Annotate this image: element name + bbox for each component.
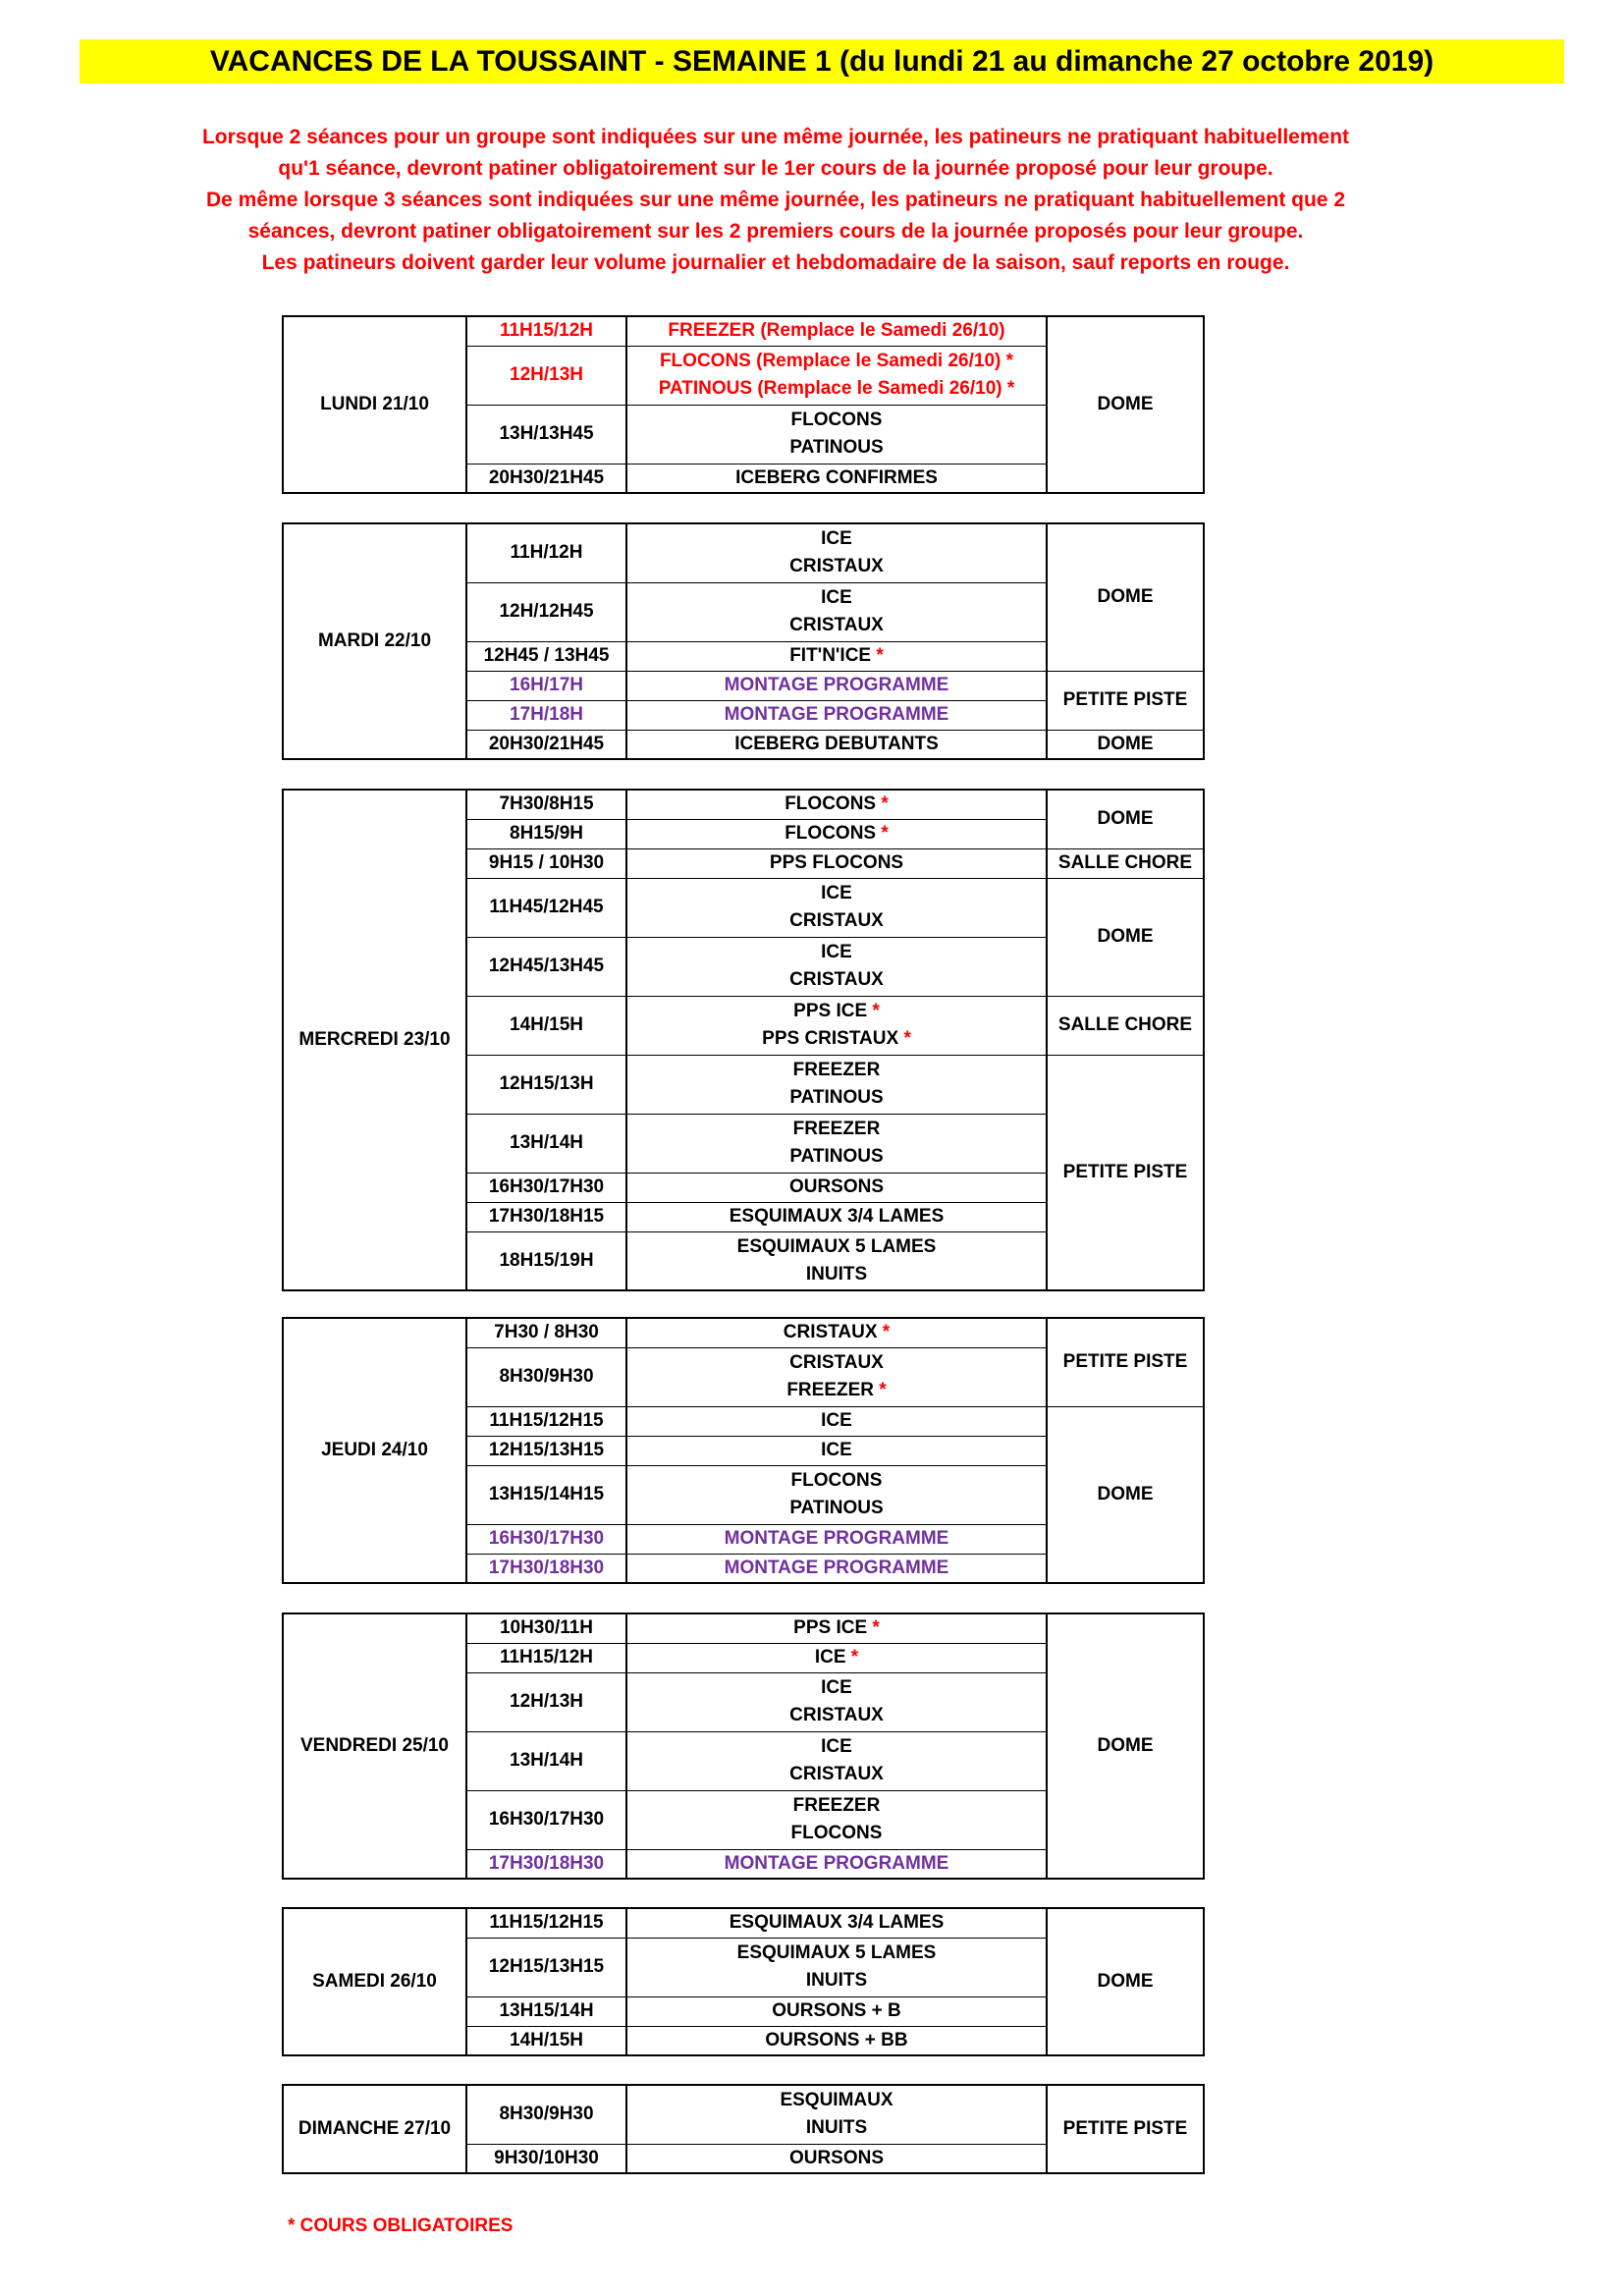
- mandatory-star: *: [882, 1322, 891, 1343]
- group-cell: [626, 2144, 1047, 2173]
- group-name: PPS FLOCONS: [769, 852, 904, 873]
- time-slot: 17H30/18H30: [466, 1554, 626, 1583]
- group-cell: [626, 2085, 1047, 2144]
- location-cell: PETITE PISTE: [1047, 1318, 1204, 1406]
- group-line: [627, 1525, 1046, 1553]
- group-name: FLOCONS: [785, 823, 877, 844]
- group-cell: [626, 1554, 1047, 1583]
- day-block: [282, 789, 1205, 1291]
- time-slot: 14H/15H: [466, 2026, 626, 2055]
- group-name: ICE: [821, 1410, 852, 1431]
- group-name: FLOCONS: [790, 1823, 883, 1843]
- intro-line: séances, devront patiner obligatoirement sur les 2 premiers cours de la journée proposés pour leur groupe.: [247, 220, 1304, 243]
- mandatory-star: *: [872, 1001, 880, 1021]
- group-name: CRISTAUX: [789, 556, 884, 577]
- intro-line: qu'1 séance, devront patiner obligatoirement sur le 1er cours de la journée proposé pour leur groupe.: [278, 157, 1273, 180]
- group-line: [627, 1084, 1046, 1112]
- group-name: ICE: [821, 1736, 852, 1757]
- mandatory-star: *: [876, 645, 884, 666]
- group-line: [627, 525, 1046, 553]
- time-slot: 12H45 / 13H45: [466, 641, 626, 671]
- time-slot: 9H30/10H30: [466, 2144, 626, 2173]
- time-slot: 11H15/12H: [466, 316, 626, 346]
- day-label: JEUDI 24/10: [283, 1318, 466, 1583]
- mandatory-star: *: [879, 1380, 887, 1400]
- group-cell: [626, 1231, 1047, 1290]
- time-slot: 17H30/18H15: [466, 1202, 626, 1231]
- time-slot: 16H/17H: [466, 671, 626, 700]
- group-cell: [626, 1406, 1047, 1436]
- group-cell: [626, 1849, 1047, 1879]
- group-name: PPS ICE: [793, 1001, 868, 1021]
- group-name: FREEZER (Remplace le Samedi 26/10): [668, 320, 1005, 342]
- group-line: [627, 1909, 1046, 1937]
- group-cell: [626, 464, 1047, 493]
- location-cell: DOME: [1047, 1406, 1204, 1583]
- group-name: PATINOUS (Remplace le Samedi 26/10): [658, 378, 1002, 399]
- group-cell: [626, 1938, 1047, 1996]
- group-name: ESQUIMAUX 5 LAMES: [736, 1235, 937, 1257]
- group-line: [627, 849, 1046, 877]
- group-cell: [626, 1731, 1047, 1790]
- mandatory-star: *: [1006, 378, 1015, 399]
- group-name: ESQUIMAUX 3/4 LAMES: [729, 1206, 945, 1227]
- time-slot: 20H30/21H45: [466, 730, 626, 759]
- time-slot: 12H/13H: [466, 1672, 626, 1731]
- schedule-row: [283, 523, 1204, 582]
- group-line: [627, 939, 1046, 966]
- group-cell: [626, 582, 1047, 641]
- group-name: INUITS: [805, 1263, 868, 1285]
- group-line: [627, 584, 1046, 612]
- group-cell: [626, 878, 1047, 937]
- time-slot: 16H30/17H30: [466, 1524, 626, 1554]
- group-cell: [626, 1524, 1047, 1554]
- group-name: MONTAGE PROGRAMME: [724, 1528, 949, 1549]
- group-name: CRISTAUX: [789, 910, 884, 931]
- group-line: [627, 317, 1046, 345]
- schedule-row: [283, 790, 1204, 819]
- location-cell: DOME: [1047, 790, 1204, 848]
- group-cell: [626, 937, 1047, 996]
- group-name: ICE: [821, 528, 852, 550]
- group-line: [627, 1467, 1046, 1495]
- group-cell: [626, 1908, 1047, 1938]
- group-line: [627, 2145, 1046, 2172]
- group-name: ICE: [821, 942, 852, 962]
- group-cell: [626, 1643, 1047, 1672]
- location-cell: SALLE CHORE: [1047, 996, 1204, 1055]
- group-cell: [626, 848, 1047, 878]
- time-slot: 12H15/13H15: [466, 1436, 626, 1465]
- time-slot: 7H30 / 8H30: [466, 1318, 626, 1347]
- time-slot: 13H/14H: [466, 1114, 626, 1173]
- group-name: ESQUIMAUX: [780, 2090, 893, 2111]
- location-cell: SALLE CHORE: [1047, 848, 1204, 878]
- schedule-row: [283, 1318, 1204, 1347]
- group-line: [627, 1349, 1046, 1377]
- day-label: VENDREDI 25/10: [283, 1613, 466, 1879]
- day-block: [282, 1907, 1205, 2056]
- intro-line: Les patineurs doivent garder leur volume journalier et hebdomadaire de la saison, sauf reports en rouge.: [261, 251, 1290, 274]
- group-cell: [626, 405, 1047, 464]
- time-slot: 11H/12H: [466, 523, 626, 582]
- group-line: [627, 1940, 1046, 1967]
- time-slot: 7H30/8H15: [466, 790, 626, 819]
- group-cell: [626, 1436, 1047, 1465]
- group-cell: [626, 1114, 1047, 1173]
- schedule-row: [283, 1613, 1204, 1643]
- group-line: [627, 348, 1046, 375]
- time-slot: 12H15/13H15: [466, 1938, 626, 1996]
- group-line: [627, 1733, 1046, 1761]
- time-slot: 11H45/12H45: [466, 878, 626, 937]
- group-name: MONTAGE PROGRAMME: [724, 675, 949, 695]
- group-cell: [626, 1318, 1047, 1347]
- group-line: [627, 434, 1046, 462]
- location-cell: PETITE PISTE: [1047, 671, 1204, 730]
- group-name: ICE: [821, 587, 852, 608]
- group-line: [627, 2114, 1046, 2142]
- group-line: [627, 1997, 1046, 2025]
- group-name: CRISTAUX: [789, 1764, 884, 1784]
- group-line: [627, 465, 1046, 492]
- page-title: VACANCES DE LA TOUSSAINT - SEMAINE 1 (du lundi 21 au dimanche 27 octobre 2019): [80, 39, 1564, 83]
- group-name: ESQUIMAUX 3/4 LAMES: [729, 1912, 945, 1934]
- group-line: [627, 407, 1046, 434]
- intro-line: De même lorsque 3 séances sont indiquées sur une même journée, les patineurs ne pratiquant habituellement que 2: [206, 189, 1345, 211]
- day-label: MARDI 22/10: [283, 523, 466, 759]
- group-cell: [626, 523, 1047, 582]
- day-block: [282, 1317, 1205, 1584]
- group-cell: [626, 641, 1047, 671]
- day-block: [282, 522, 1205, 760]
- time-slot: 16H30/17H30: [466, 1173, 626, 1202]
- group-name: FREEZER: [792, 1119, 881, 1139]
- group-name: FLOCONS: [790, 410, 883, 430]
- footnote: * COURS OBLIGATOIRES: [288, 2215, 514, 2236]
- group-line: [627, 1614, 1046, 1642]
- group-cell: [626, 1465, 1047, 1524]
- group-line: [627, 375, 1046, 403]
- group-name: CRISTAUX: [789, 1705, 884, 1725]
- group-name: MONTAGE PROGRAMME: [724, 704, 949, 725]
- group-name: OURSONS: [788, 2147, 885, 2168]
- time-slot: 10H30/11H: [466, 1613, 626, 1643]
- day-label: LUNDI 21/10: [283, 316, 466, 493]
- group-line: [627, 1057, 1046, 1084]
- group-name: ICE: [814, 1647, 846, 1667]
- time-slot: 11H15/12H15: [466, 1908, 626, 1938]
- group-name: CRISTAUX: [789, 969, 884, 990]
- group-name: FREEZER: [786, 1380, 874, 1400]
- group-name: OURSONS + B: [772, 2000, 901, 2021]
- group-name: CRISTAUX: [789, 615, 884, 635]
- group-line: [627, 731, 1046, 758]
- group-name: MONTAGE PROGRAMME: [724, 1557, 949, 1578]
- group-line: [627, 1850, 1046, 1878]
- group-cell: [626, 996, 1047, 1055]
- location-cell: PETITE PISTE: [1047, 1055, 1204, 1290]
- group-line: [627, 998, 1046, 1025]
- day-block: [282, 315, 1205, 494]
- time-slot: 17H/18H: [466, 700, 626, 730]
- time-slot: 12H/13H: [466, 346, 626, 405]
- group-name: ICEBERG DEBUTANTS: [734, 733, 939, 754]
- group-line: [627, 672, 1046, 699]
- group-name: PATINOUS: [789, 437, 884, 458]
- group-name: FIT'N'ICE: [789, 645, 872, 666]
- group-name: ICEBERG CONFIRMES: [735, 466, 938, 488]
- group-name: PATINOUS: [789, 1498, 884, 1518]
- group-cell: [626, 1996, 1047, 2026]
- group-line: [627, 1792, 1046, 1820]
- schedule-row: [283, 316, 1204, 346]
- group-name: INUITS: [805, 2117, 868, 2139]
- group-name: FREEZER: [792, 1795, 881, 1816]
- group-cell: [626, 346, 1047, 405]
- mandatory-star: *: [872, 1617, 880, 1639]
- group-name: FREEZER: [792, 1060, 881, 1080]
- day-block: [282, 1613, 1205, 1880]
- group-name: INUITS: [805, 1970, 868, 1991]
- group-line: [627, 1437, 1046, 1464]
- group-line: [627, 2027, 1046, 2054]
- group-line: [627, 966, 1046, 994]
- time-slot: 16H30/17H30: [466, 1790, 626, 1849]
- group-line: [627, 880, 1046, 907]
- mandatory-star: *: [881, 823, 889, 844]
- mandatory-star: *: [1005, 351, 1014, 371]
- location-cell: DOME: [1047, 730, 1204, 759]
- location-cell: DOME: [1047, 878, 1204, 996]
- group-name: FLOCONS: [785, 793, 877, 815]
- group-line: [627, 1967, 1046, 1995]
- group-line: [627, 1555, 1046, 1582]
- group-cell: [626, 1790, 1047, 1849]
- location-cell: PETITE PISTE: [1047, 2085, 1204, 2173]
- group-cell: [626, 1055, 1047, 1114]
- group-line: [627, 1143, 1046, 1171]
- schedule-row: [283, 2085, 1204, 2144]
- day-block: [282, 2084, 1205, 2174]
- group-line: [627, 612, 1046, 639]
- group-name: OURSONS: [788, 1176, 885, 1197]
- group-name: ESQUIMAUX 5 LAMES: [736, 1942, 937, 1963]
- schedule-row: [283, 1908, 1204, 1938]
- group-name: FLOCONS (Remplace le Samedi 26/10): [659, 351, 1001, 371]
- group-line: [627, 1702, 1046, 1729]
- time-slot: 17H30/18H30: [466, 1849, 626, 1879]
- location-cell: DOME: [1047, 316, 1204, 493]
- time-slot: 14H/15H: [466, 996, 626, 1055]
- day-label: MERCREDI 23/10: [283, 790, 466, 1290]
- group-line: [627, 1407, 1046, 1435]
- group-line: [627, 907, 1046, 935]
- group-cell: [626, 1173, 1047, 1202]
- day-label: DIMANCHE 27/10: [283, 2085, 466, 2173]
- group-name: CRISTAUX: [783, 1322, 878, 1343]
- group-name: PATINOUS: [789, 1146, 884, 1167]
- group-line: [627, 1495, 1046, 1522]
- group-name: PATINOUS: [789, 1087, 884, 1108]
- group-name: FLOCONS: [790, 1470, 883, 1491]
- group-line: [627, 1644, 1046, 1671]
- group-name: PPS CRISTAUX: [762, 1028, 899, 1049]
- group-cell: [626, 1613, 1047, 1643]
- time-slot: 13H15/14H15: [466, 1465, 626, 1524]
- group-line: [627, 791, 1046, 818]
- time-slot: 12H15/13H: [466, 1055, 626, 1114]
- group-cell: [626, 2026, 1047, 2055]
- group-cell: [626, 819, 1047, 848]
- day-label: SAMEDI 26/10: [283, 1908, 466, 2055]
- time-slot: 13H/14H: [466, 1731, 626, 1790]
- group-cell: [626, 790, 1047, 819]
- time-slot: 8H15/9H: [466, 819, 626, 848]
- group-cell: [626, 730, 1047, 759]
- group-line: [627, 553, 1046, 580]
- group-line: [627, 1174, 1046, 1201]
- time-slot: 8H30/9H30: [466, 1347, 626, 1406]
- group-cell: [626, 1202, 1047, 1231]
- group-line: [627, 1377, 1046, 1404]
- time-slot: 8H30/9H30: [466, 2085, 626, 2144]
- group-line: [627, 1233, 1046, 1261]
- mandatory-star: *: [881, 793, 889, 815]
- group-name: ICE: [821, 1440, 852, 1460]
- group-name: ICE: [821, 1677, 852, 1698]
- group-line: [627, 1319, 1046, 1346]
- intro-line: Lorsque 2 séances pour un groupe sont indiquées sur une même journée, les patineurs ne pratiquant habituellement: [201, 126, 1350, 148]
- intro-notice: [98, 122, 1453, 279]
- time-slot: 11H15/12H15: [466, 1406, 626, 1436]
- mandatory-star: *: [850, 1647, 859, 1667]
- group-line: [627, 1820, 1046, 1847]
- group-name: PPS ICE: [793, 1617, 868, 1639]
- time-slot: 18H15/19H: [466, 1231, 626, 1290]
- group-line: [627, 1025, 1046, 1053]
- group-line: [627, 1116, 1046, 1143]
- time-slot: 9H15 / 10H30: [466, 848, 626, 878]
- time-slot: 13H15/14H: [466, 1996, 626, 2026]
- group-name: ICE: [821, 883, 852, 903]
- group-line: [627, 820, 1046, 847]
- group-cell: [626, 316, 1047, 346]
- group-cell: [626, 700, 1047, 730]
- time-slot: 12H/12H45: [466, 582, 626, 641]
- group-name: MONTAGE PROGRAMME: [724, 1852, 949, 1874]
- group-cell: [626, 1347, 1047, 1406]
- group-line: [627, 2087, 1046, 2114]
- group-line: [627, 701, 1046, 729]
- time-slot: 13H/13H45: [466, 405, 626, 464]
- group-line: [627, 1261, 1046, 1288]
- mandatory-star: *: [903, 1028, 911, 1049]
- group-line: [627, 1674, 1046, 1702]
- time-slot: 20H30/21H45: [466, 464, 626, 493]
- time-slot: 12H45/13H45: [466, 937, 626, 996]
- location-cell: DOME: [1047, 523, 1204, 671]
- group-line: [627, 1203, 1046, 1230]
- group-line: [627, 642, 1046, 670]
- location-cell: DOME: [1047, 1908, 1204, 2055]
- time-slot: 11H15/12H: [466, 1643, 626, 1672]
- group-cell: [626, 671, 1047, 700]
- location-cell: DOME: [1047, 1613, 1204, 1879]
- group-cell: [626, 1672, 1047, 1731]
- group-name: OURSONS + BB: [765, 2029, 908, 2050]
- group-name: CRISTAUX: [789, 1352, 884, 1373]
- group-line: [627, 1761, 1046, 1788]
